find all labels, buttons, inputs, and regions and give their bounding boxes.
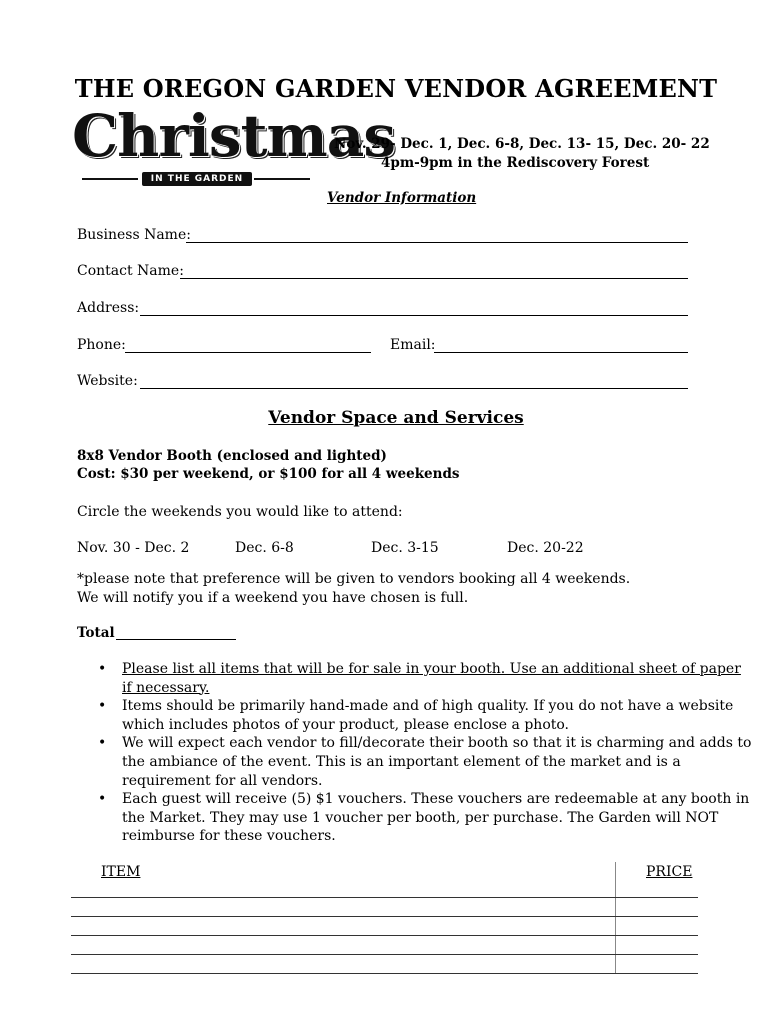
total-field[interactable]: [116, 639, 236, 640]
event-hours: 4pm-9pm in the Rediscovery Forest: [381, 155, 650, 171]
weekend-option[interactable]: Dec. 20-22: [507, 540, 584, 556]
list-item: [98, 734, 752, 790]
logo-ornament-left: [82, 178, 138, 180]
table-row-line[interactable]: [71, 954, 698, 955]
contact-name-label: Contact Name:: [77, 263, 184, 279]
website-label: Website:: [77, 373, 138, 389]
bullet-glyph: •: [98, 698, 107, 715]
logo-ornament-right: [254, 178, 310, 180]
preference-note: *please note that preference will be given to vendors booking all 4 weekends.: [77, 571, 631, 587]
business-name-label: Business Name:: [77, 227, 191, 243]
event-dates: Nov. 29- Dec. 1, Dec. 6-8, Dec. 13- 15, Dec. 20- 22: [334, 136, 710, 152]
booth-description: 8x8 Vendor Booth (enclosed and lighted): [77, 448, 387, 464]
website-field[interactable]: [140, 388, 688, 389]
vendor-info-heading: Vendor Information: [327, 190, 477, 206]
address-label: Address:: [77, 300, 140, 316]
email-field[interactable]: [434, 352, 688, 353]
logo-wordmark: Christmas: [72, 102, 395, 170]
list-item: [98, 790, 752, 846]
list-item-text: We will expect each vendor to fill/decorate their booth so that it is charming and adds to the ambiance of the event. This is an important element of the market and is a requirement for all vendors.: [122, 735, 752, 789]
phone-label: Phone:: [77, 337, 126, 353]
list-item-text: Items should be primarily hand-made and of high quality. If you do not have a website which includes photos of your product, please enclose a photo.: [122, 698, 734, 733]
weekend-option[interactable]: Dec. 6-8: [235, 540, 294, 556]
business-name-field[interactable]: [186, 242, 688, 243]
table-row-line[interactable]: [71, 916, 698, 917]
christmas-in-the-garden-logo: [72, 102, 395, 190]
table-row-line[interactable]: [71, 935, 698, 936]
vendor-space-heading: Vendor Space and Services: [268, 408, 524, 428]
bullet-glyph: •: [98, 735, 107, 752]
email-label: Email:: [390, 337, 436, 353]
booth-cost: Cost: $30 per weekend, or $100 for all 4 weekends: [77, 466, 460, 482]
logo-subtext: IN THE GARDEN: [142, 172, 252, 186]
address-field[interactable]: [140, 315, 688, 316]
list-item-text: Please list all items that will be for sale in your booth. Use an additional sheet of paper if necessary.: [122, 661, 741, 696]
item-column-header: ITEM: [101, 864, 141, 880]
bullet-glyph: •: [98, 791, 107, 808]
list-item: [98, 660, 752, 697]
table-row-line[interactable]: [71, 897, 698, 898]
vendor-rules-list: [78, 660, 752, 846]
table-row-line[interactable]: [71, 973, 698, 974]
list-item: [98, 697, 752, 734]
list-item-text: Each guest will receive (5) $1 vouchers. These vouchers are redeemable at any booth in the Market. They may use 1 voucher per booth, per purchase. The Garden will NOT reimburse for these vouchers.: [122, 791, 750, 845]
full-notice: We will notify you if a weekend you have chosen is full.: [77, 590, 469, 606]
phone-field[interactable]: [125, 352, 371, 353]
circle-weekends-prompt: Circle the weekends you would like to attend:: [77, 504, 403, 520]
weekend-option[interactable]: Dec. 3-15: [371, 540, 439, 556]
table-column-divider: [615, 862, 616, 974]
page-title: THE OREGON GARDEN VENDOR AGREEMENT: [74, 74, 718, 103]
price-column-header: PRICE: [646, 864, 693, 880]
bullet-glyph: •: [98, 661, 107, 677]
weekend-option[interactable]: Nov. 30 - Dec. 2: [77, 540, 190, 556]
total-label: Total: [77, 625, 115, 641]
contact-name-field[interactable]: [180, 278, 688, 279]
